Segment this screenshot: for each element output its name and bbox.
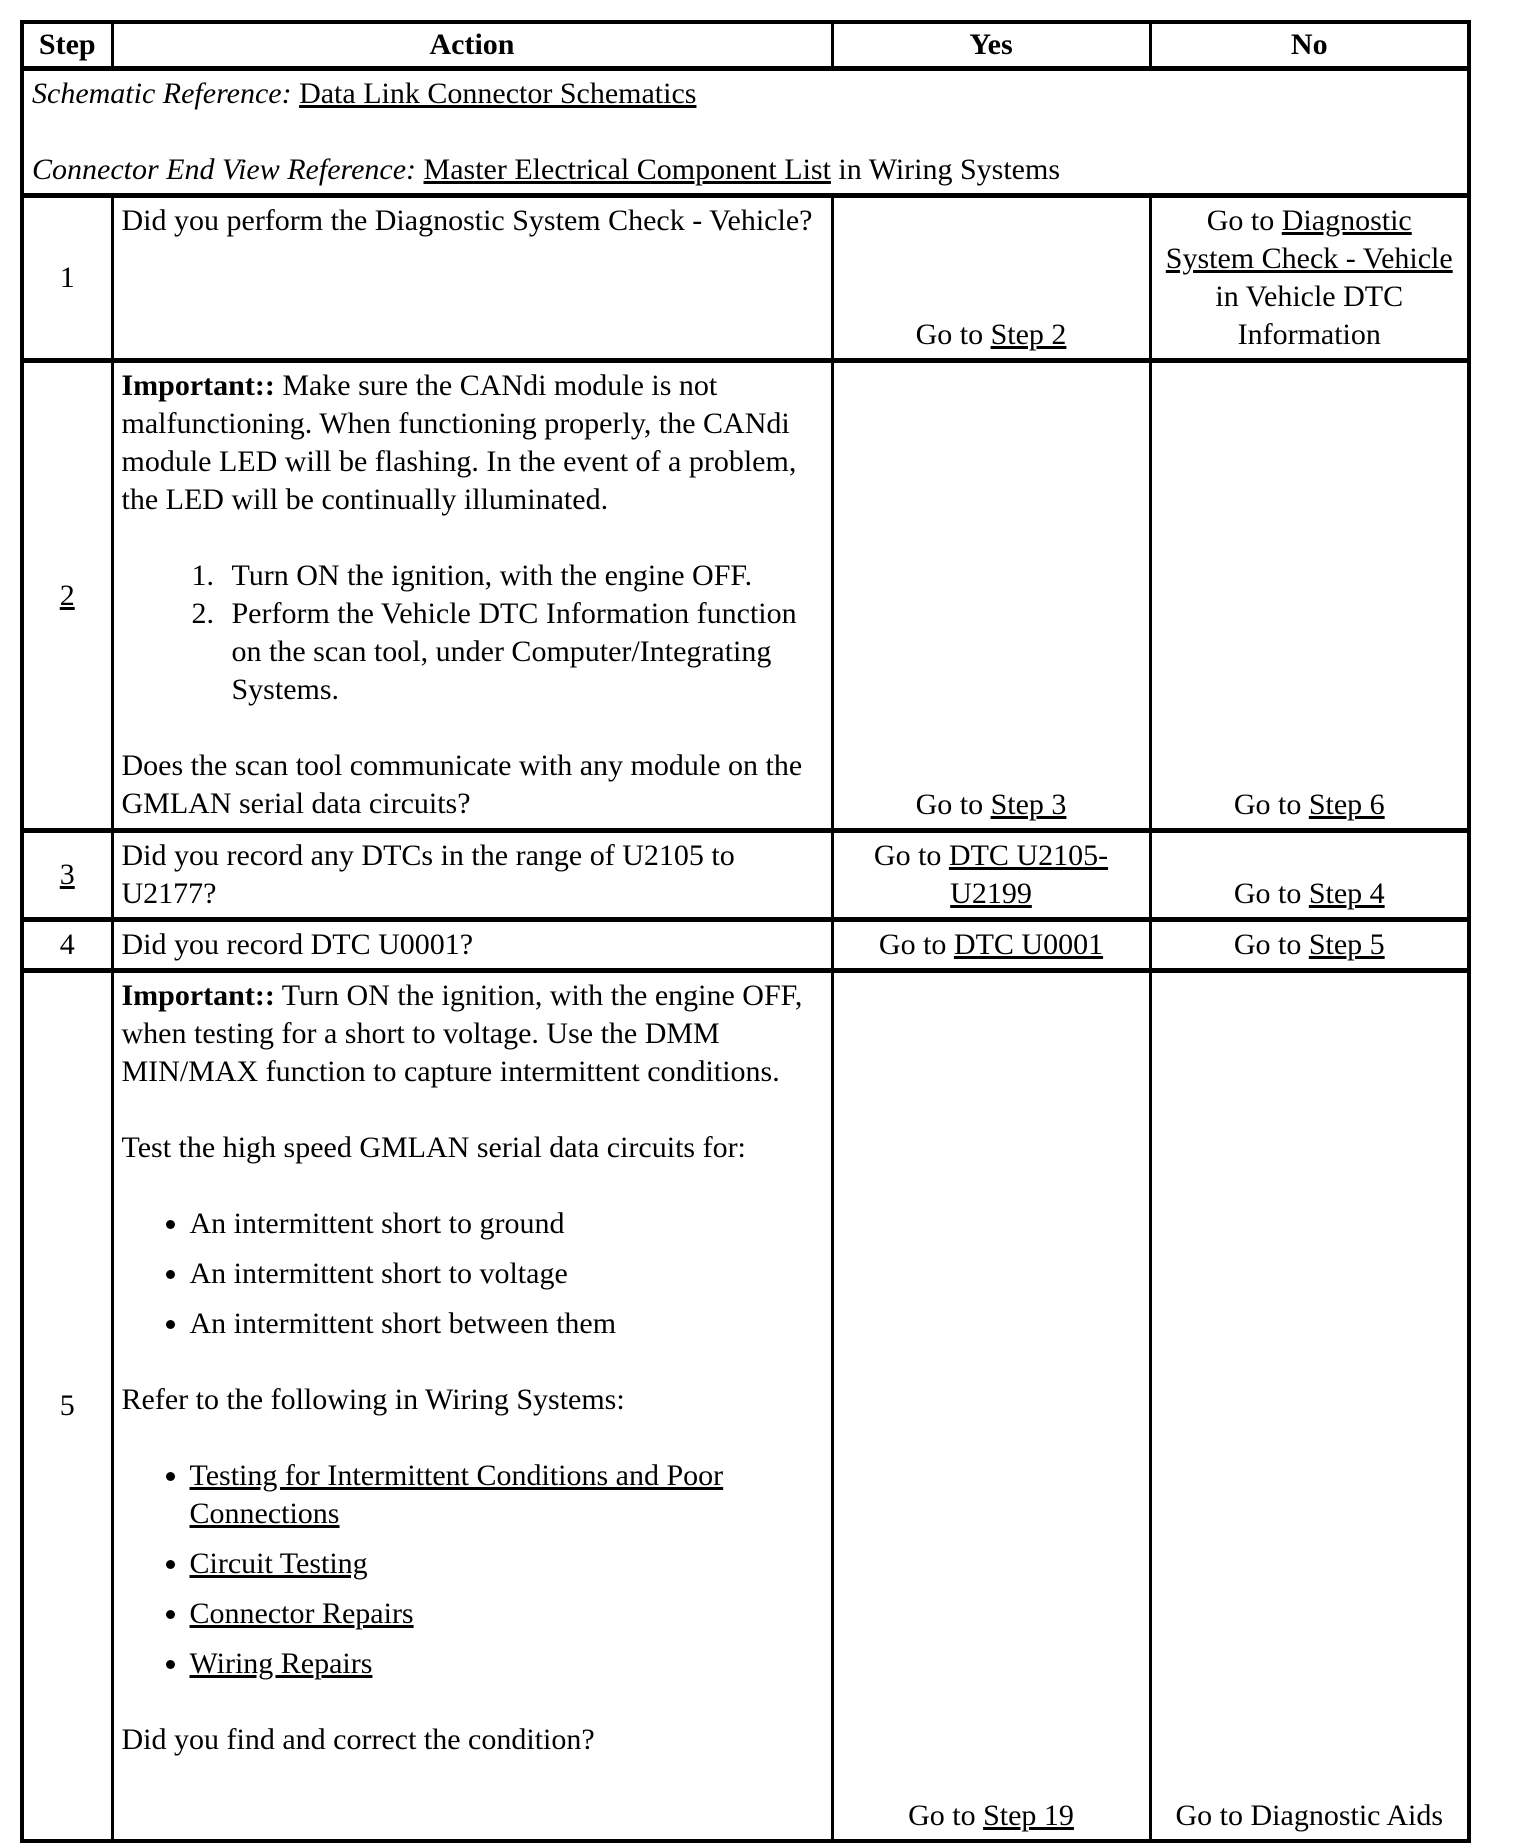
yes-cell: Go to DTC U2105-U2199 bbox=[832, 831, 1150, 920]
header-no: No bbox=[1150, 22, 1469, 69]
step-number: 5 bbox=[22, 971, 112, 1841]
header-action: Action bbox=[112, 22, 832, 69]
list-item: • An intermittent short to voltage bbox=[190, 1255, 823, 1293]
list-item bbox=[190, 1645, 823, 1683]
connector-link[interactable]: Master Electrical Component List bbox=[423, 153, 831, 186]
diagnostic-table bbox=[20, 20, 1471, 1843]
yes-link[interactable]: DTC U0001 bbox=[953, 928, 1104, 961]
no-cell: Go to Step 5 bbox=[1150, 920, 1469, 971]
header-step: Step bbox=[22, 22, 112, 69]
header-row bbox=[22, 22, 1469, 69]
no-cell: Go to Diagnostic Aids bbox=[1150, 971, 1469, 1841]
yes-link[interactable]: Step 2 bbox=[990, 318, 1067, 351]
step-link[interactable]: 2 bbox=[59, 578, 75, 612]
table-row bbox=[22, 920, 1469, 971]
no-link[interactable]: Step 5 bbox=[1308, 928, 1385, 961]
schematic-link[interactable]: Data Link Connector Schematics bbox=[299, 77, 697, 110]
question: Did you find and correct the condition? bbox=[121, 1723, 595, 1756]
connector-repairs-link[interactable]: Connector Repairs bbox=[189, 1597, 414, 1630]
no-cell: Go to Step 4 bbox=[1150, 831, 1469, 920]
no-link[interactable]: Diagnostic System Check - Vehicle bbox=[1165, 204, 1453, 275]
table-row bbox=[22, 831, 1469, 920]
action-cell: Did you record any DTCs in the range of U2105 to U2177? bbox=[112, 831, 832, 920]
yes-link[interactable]: Step 3 bbox=[990, 788, 1067, 821]
question: Does the scan tool communicate with any module on the GMLAN serial data circuits? bbox=[121, 749, 803, 820]
table-row bbox=[22, 361, 1469, 831]
step-number bbox=[22, 831, 112, 920]
important-note: Important:: Turn ON the ignition, with the engine OFF, when testing for a short to voltage. Use the DMM MIN/MAX function to capture intermittent conditions. bbox=[121, 979, 803, 1088]
header-yes: Yes bbox=[832, 22, 1150, 69]
yes-cell: Go to Step 3 bbox=[832, 361, 1150, 831]
instruction-list bbox=[122, 557, 823, 709]
no-link[interactable]: Step 6 bbox=[1308, 788, 1385, 821]
schematic-reference: Schematic Reference: Data Link Connector Schematics bbox=[32, 77, 697, 110]
list-item: 2. Perform the Vehicle DTC Information function on the scan tool, under Computer/Integrating Systems. bbox=[222, 595, 823, 709]
connector-reference: Connector End View Reference: Master Electrical Component List in Wiring Systems bbox=[32, 153, 1061, 186]
list-item: • An intermittent short to ground bbox=[190, 1205, 823, 1243]
reference-row bbox=[22, 69, 1469, 196]
list-item bbox=[190, 1545, 823, 1583]
yes-link[interactable]: Step 19 bbox=[983, 1798, 1074, 1832]
refer-intro: Refer to the following in Wiring Systems: bbox=[121, 1383, 625, 1416]
action-cell: Did you perform the Diagnostic System Check - Vehicle? bbox=[112, 196, 832, 361]
no-cell: Go to Step 6 bbox=[1150, 361, 1469, 831]
table-row bbox=[22, 196, 1469, 361]
reference-cell bbox=[22, 69, 1469, 196]
list-item bbox=[190, 1595, 823, 1633]
list-item: • An intermittent short between them bbox=[190, 1305, 823, 1343]
step-number bbox=[22, 361, 112, 831]
circuit-testing-link[interactable]: Circuit Testing bbox=[189, 1547, 368, 1580]
yes-cell: Go to Step 19 bbox=[832, 971, 1150, 1841]
yes-cell: Go to DTC U0001 bbox=[832, 920, 1150, 971]
action-cell bbox=[112, 971, 832, 1841]
testing-intermittent-link[interactable]: Testing for Intermittent Conditions and Poor Connections bbox=[189, 1459, 724, 1530]
action-cell bbox=[112, 361, 832, 831]
table-row bbox=[22, 971, 1469, 1841]
yes-link[interactable]: DTC U2105-U2199 bbox=[948, 839, 1109, 910]
condition-list bbox=[122, 1205, 823, 1343]
step-number: 1 bbox=[22, 196, 112, 361]
no-cell: Go to Diagnostic System Check - Vehicle in Vehicle DTC Information bbox=[1150, 196, 1469, 361]
list-item bbox=[190, 1457, 823, 1533]
step-number: 4 bbox=[22, 920, 112, 971]
list-item: 1. Turn ON the ignition, with the engine OFF. bbox=[222, 557, 823, 595]
test-intro: Test the high speed GMLAN serial data circuits for: bbox=[121, 1131, 746, 1164]
step-link[interactable]: 3 bbox=[59, 858, 75, 891]
important-note: Important:: Make sure the CANdi module is not malfunctioning. When functioning properly, the CANdi module LED will be flashing. In the event of a problem, the LED will be continually illuminated. bbox=[121, 369, 797, 516]
action-cell: Did you record DTC U0001? bbox=[112, 920, 832, 971]
wiring-repairs-link[interactable]: Wiring Repairs bbox=[189, 1647, 373, 1680]
yes-cell: Go to Step 2 bbox=[832, 196, 1150, 361]
no-link[interactable]: Step 4 bbox=[1308, 877, 1385, 910]
reference-link-list bbox=[122, 1457, 823, 1683]
